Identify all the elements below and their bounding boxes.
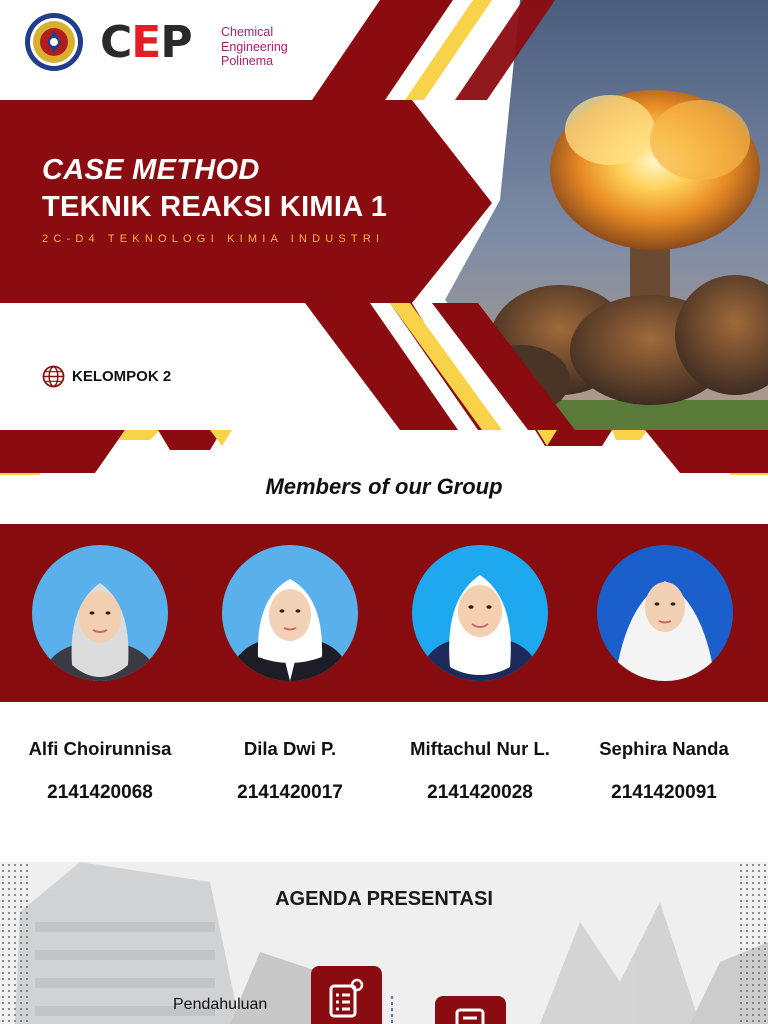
agenda-section (0, 862, 768, 1024)
group-tag (42, 365, 171, 388)
agenda-item-label: Pendahuluan (173, 996, 268, 1013)
class-subtitle: 2C-D4 TEKNOLOGI KIMIA INDUSTRI (42, 233, 385, 245)
cep-logo-letter: E (131, 17, 161, 68)
ruined-buildings-background (0, 862, 768, 1024)
case-method-title: CASE METHOD (42, 154, 260, 186)
member-name: Dila Dwi P. (243, 738, 337, 759)
member-nim: 2141420017 (237, 782, 343, 803)
member-nim: 2141420091 (611, 782, 717, 803)
member-photo-dila (222, 545, 358, 681)
cep-logo (100, 18, 192, 68)
cep-logo-subtitle (221, 25, 288, 69)
cover-section (0, 0, 768, 475)
cep-subtitle-line: Polinema (221, 54, 274, 68)
globe-icon (42, 365, 65, 388)
cep-subtitle-line: Engineering (221, 39, 288, 54)
member-name: Miftachul Nur L. (410, 738, 550, 759)
agenda-title: AGENDA PRESENTASI (275, 888, 493, 910)
member-photo-miftachul (412, 545, 548, 681)
member-name: Alfi Choirunnisa (28, 738, 172, 759)
cep-subtitle-line: Chemical (221, 25, 274, 39)
group-label: KELOMPOK 2 (72, 368, 172, 385)
agenda-item-icon (435, 996, 506, 1024)
cep-logo-letter: C (100, 17, 132, 68)
document-icon (435, 996, 506, 1024)
member-nim: 2141420068 (47, 782, 153, 803)
document-list-icon (311, 966, 382, 1024)
member-name: Sephira Nanda (599, 738, 729, 759)
member-photo-alfi (32, 545, 168, 681)
course-title: TEKNIK REAKSI KIMIA 1 (42, 191, 388, 223)
member-photo-sephira (597, 545, 733, 681)
member-nim: 2141420028 (427, 782, 533, 803)
agenda-item-icon (311, 966, 382, 1024)
polinema-logo (24, 12, 84, 72)
members-heading: Members of our Group (265, 474, 503, 499)
cep-logo-letter: P (160, 17, 192, 68)
